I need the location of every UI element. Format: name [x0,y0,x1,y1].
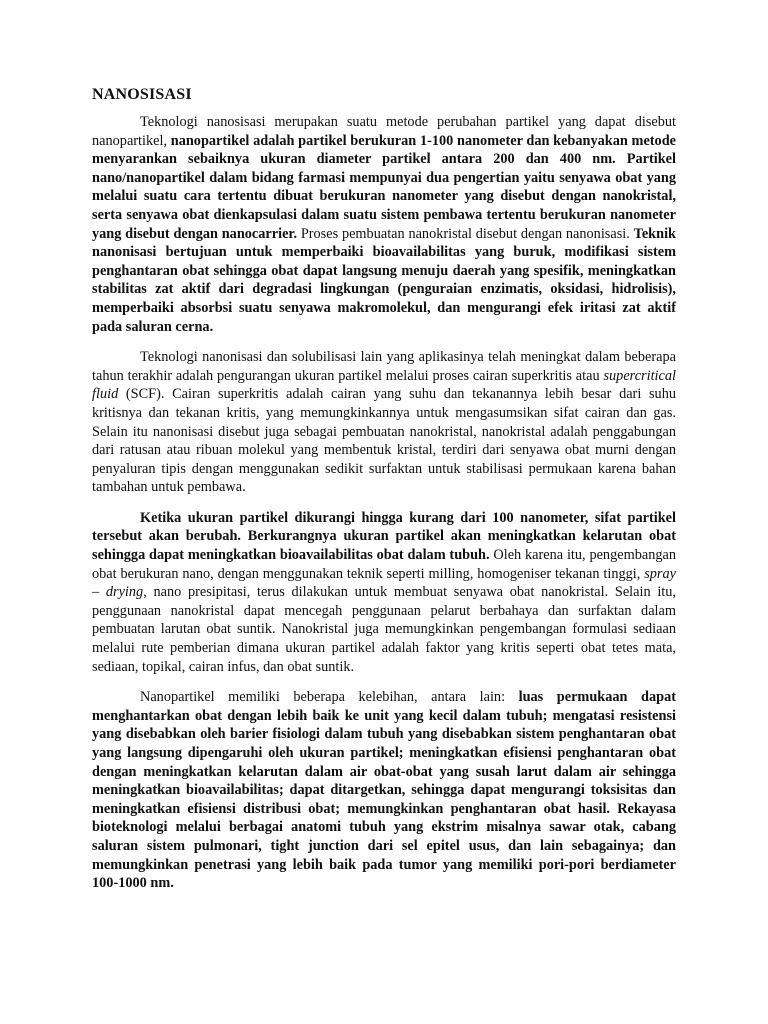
paragraph-2-run-2: supercritical fluid [92,367,676,403]
paragraph-3 [92,509,676,676]
paragraph-1-run-4: Teknik nanonisasi bertujuan untuk memperbaiki bioavailabilitas yang buruk, modifikasi sistem penghantaran obat sehingga obat dapat langsung menuju daerah yang spesifik, meningkatkan stabilitas zat aktif dari degradasi lingkungan (penguraian enzimatis, oksidasi, hidrolisis), memperbaiki absorbsi suatu senyawa makromolekul, dan mengurangi efek iritasi zat aktif pada saluran cerna. [92,225,677,335]
paragraph-1 [92,113,676,336]
paragraph-3-run-1: Ketika ukuran partikel dikurangi hingga kurang dari 100 nanometer, sifat partikel tersebut akan berubah. Berkurangnya ukuran partikel akan meningkatkan kelarutan obat sehingga dapat meningkatkan bioavailabilitas obat dalam tubuh. [92,509,676,564]
paragraph-2-run-3: (SCF). Cairan superkritis adalah cairan yang suhu dan tekanannya lebih besar dari suhu kritisnya dan tekanan kritis, yang memungkinkannya untuk mengasumsikan sifat cairan dan gas. Selain itu nanonisasi disebut juga sebagai pembuatan nanokristal, nanokristal adalah penggabungan dari ratusan atau ribuan molekul yang membentuk kristal, terdiri dari senyawa obat murni dengan penyaluran tipis dengan menggunakan sedikit surfaktan untuk stabilisasi permukaan karena bahan tambahan untuk pembawa. [92,386,676,496]
document-title: NANOSISASI [92,86,192,103]
paragraph-3-run-3: spray – drying [92,565,676,601]
paragraph-4-run-2: luas permukaan dapat menghantarkan obat dengan lebih baik ke unit yang kecil dalam tubuh; mengatasi resistensi yang disebabkan oleh barier fisiologi dalam tubuh yang disebabkan sistem penghantaran obat yang langsung dipengaruhi oleh ukuran partikel; meningkatkan efisiensi penghantaran obat dengan meningkatkan kelarutan dalam air obat-obat yang susah larut dalam air sehingga meningkatkan bioavailabilitas; dapat ditargetkan, sehingga dapat mengurangi toksisitas dan meningkatkan efisiensi distribusi obat; memungkinkan penghantaran obat hasil. Rekayasa bioteknologi melalui berbagai anatomi tubuh yang ekstrim misalnya sawar otak, cabang saluran sistem pulmonari, tight junction dari sel epitel usus, dan lain sebagainya; dan memungkinkan penetrasi yang lebih baik pada tumor yang memiliki pori-pori berdiameter 100-1000 nm. [92,689,676,892]
paragraph-1-run-2: nanopartikel adalah partikel berukuran 1-100 nanometer dan kebanyakan metode menyarankan sebaiknya ukuran diameter partikel antara 200 dan 400 nm. Partikel nano/nanopartikel dalam bidang farmasi mempunyai dua pengertian yaitu senyawa obat yang melalui suatu cara tertentu dibuat berukuran nanometer yang disebut dengan nanokristal, serta senyawa obat dienkapsulasi dalam suatu sistem pembawa tertentu berukuran nanometer yang disebut dengan nanocarrier. [92,132,676,242]
paragraph-2-run-1: Teknologi nanonisasi dan solubilisasi lain yang aplikasinya telah meningkat dalam beberapa tahun terakhir adalah pengurangan ukuran partikel melalui proses cairan superkritis atau [92,349,676,384]
paragraph-3-run-2: Oleh karena itu, pengembangan obat berukuran nano, dengan menggunakan teknik seperti milling, homogeniser tekanan tinggi, [92,547,676,582]
paragraph-4-run-1: Nanopartikel memiliki beberapa kelebihan, antara lain: [140,689,519,706]
paragraph-1-run-3: Proses pembuatan nanokristal disebut dengan nanonisasi. [297,225,634,242]
paragraph-2 [92,348,676,497]
paragraph-3-run-4: , nano presipitasi, terus dilakukan untuk membuat senyawa obat nanokristal. Selain itu, penggunaan nanokristal dapat mencegah penggunaan pelarut berbahaya dan surfaktan dalam pembuatan larutan obat suntik. Nanokristal juga memungkinkan pengembangan formulasi sediaan melalui rute pemberian dimana ukuran partikel adalah faktor yang kritis seperti obat tetes mata, sediaan, topikal, cairan infus, dan obat suntik. [92,584,676,675]
paragraph-1-run-1: Teknologi nanosisasi merupakan suatu metode perubahan partikel yang dapat disebut nanopartikel, [92,114,676,149]
paragraph-4 [92,688,676,893]
